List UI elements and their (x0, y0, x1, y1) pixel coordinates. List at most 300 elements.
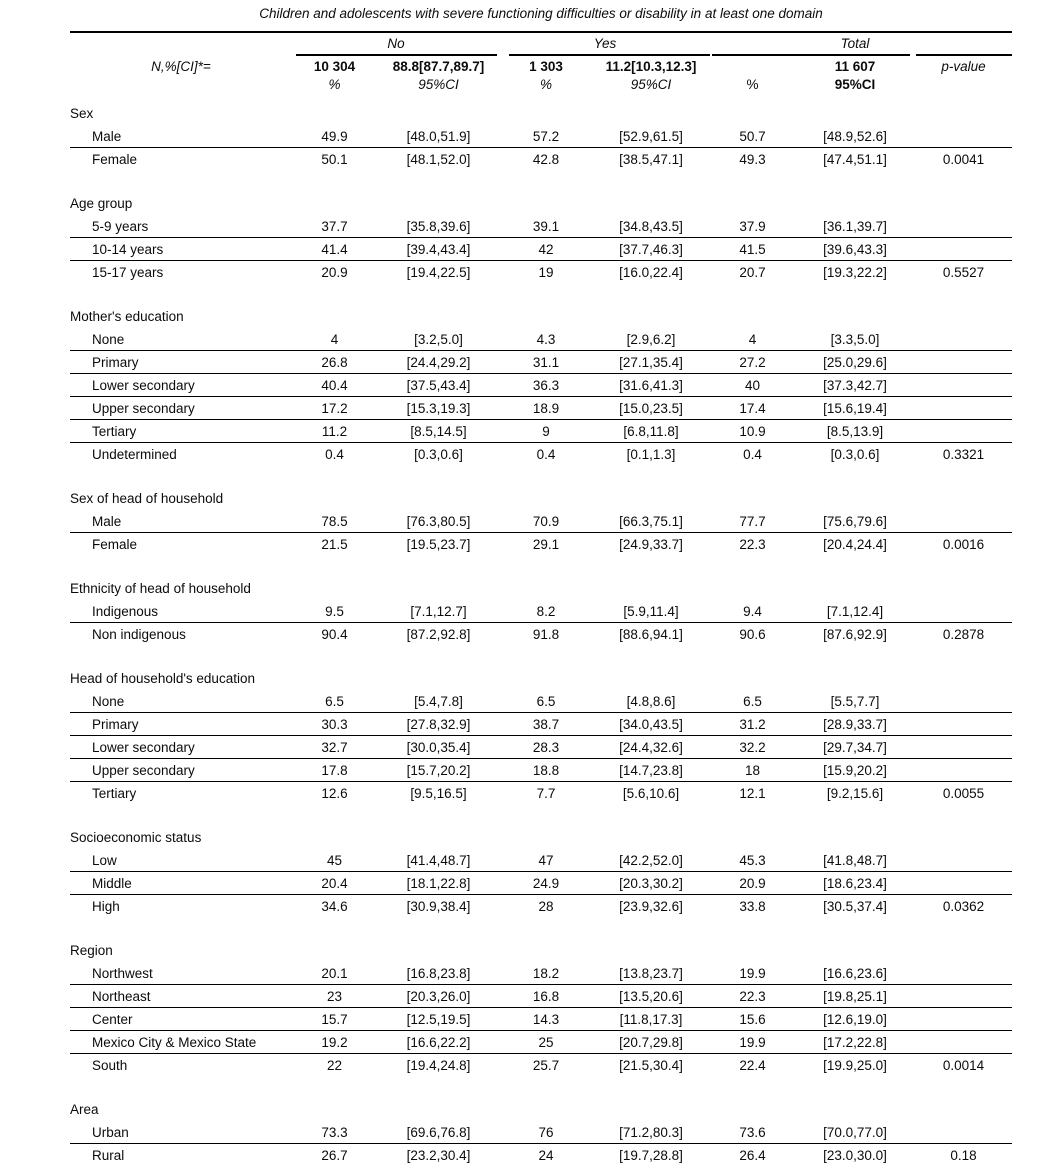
table-row (70, 1144, 1012, 1167)
cell-no-pct: 6.5 (325, 694, 344, 709)
cell-no-ci: [41.4,48.7] (406, 853, 471, 868)
table-row (70, 125, 1012, 148)
cell-yes-pct: 76 (538, 1125, 554, 1140)
section-header: Socioeconomic status (70, 830, 202, 845)
cell-no-pct: 19.2 (321, 1035, 348, 1050)
table-row (70, 443, 1012, 466)
row-label: Middle (92, 876, 132, 891)
row-label: Female (92, 537, 138, 552)
cell-total-pct: 37.9 (739, 219, 766, 234)
table-row (70, 623, 1012, 646)
cell-yes-ci: [42.2,52.0] (619, 853, 683, 868)
cell-yes-ci: [37.7,46.3] (619, 242, 683, 257)
cell-total-pct: 12.1 (739, 786, 766, 801)
cell-yes-pct: 29.1 (532, 537, 560, 552)
cell-yes-ci: [5.6,10.6] (622, 786, 680, 801)
cell-no-pct: 12.6 (321, 786, 348, 801)
cell-no-pct: 26.8 (321, 355, 348, 370)
cell-no-ci: [16.8,23.8] (406, 966, 471, 981)
cell-no-ci: [15.7,20.2] (406, 763, 471, 778)
cell-yes-ci: [71.2,80.3] (619, 1125, 683, 1140)
cell-pvalue (915, 374, 1012, 396)
cell-total-ci: [16.6,23.6] (823, 966, 887, 981)
pct-ci-no: 88.8[87.7,89.7] (392, 59, 485, 74)
pvalue-header: p-value (941, 59, 986, 74)
cell-yes-ci: [16.0,22.4] (619, 265, 683, 280)
cell-no-pct: 15.7 (321, 1012, 348, 1027)
cell-total-ci: [87.6,92.9] (823, 627, 887, 642)
table-section (70, 305, 1012, 466)
row-label: Urban (92, 1125, 129, 1140)
cell-total-ci: [18.6,23.4] (823, 876, 887, 891)
section-header: Head of household's education (70, 671, 255, 686)
row-label: Tertiary (92, 424, 137, 439)
cell-total-pct: 20.7 (739, 265, 766, 280)
cell-no-pct: 17.2 (321, 401, 348, 416)
group-rule-total (712, 54, 910, 56)
row-label: Northeast (92, 989, 151, 1004)
row-label: None (92, 694, 125, 709)
cell-yes-pct: 24 (538, 1148, 554, 1163)
cell-pvalue (915, 985, 1012, 1007)
cell-pvalue (915, 238, 1012, 260)
cell-yes-ci: [34.8,43.5] (619, 219, 683, 234)
table-section (70, 192, 1012, 284)
table-row (70, 351, 1012, 374)
table-row (70, 736, 1012, 759)
cell-yes-pct: 7.7 (536, 786, 556, 801)
row-label: 10-14 years (92, 242, 164, 257)
table-row (70, 1031, 1012, 1054)
table-row (70, 849, 1012, 872)
cell-total-pct: 22.3 (739, 989, 766, 1004)
cell-total-pct: 22.3 (739, 537, 766, 552)
row-label: None (92, 332, 125, 347)
table-title: Children and adolescents with severe functioning difficulties or disability in at least one domain (259, 6, 823, 21)
cell-total-pct: 22.4 (739, 1058, 766, 1073)
cell-yes-pct: 19 (538, 265, 554, 280)
cell-pvalue (915, 420, 1012, 442)
row-label: South (92, 1058, 128, 1073)
cell-yes-pct: 38.7 (532, 717, 560, 732)
pct-ci-yes: 11.2[10.3,12.3] (605, 59, 697, 74)
table-row (70, 261, 1012, 284)
cell-yes-ci: [38.5,47.1] (619, 152, 683, 167)
group-rule-pvalue (916, 54, 1012, 56)
row-label: Northwest (92, 966, 153, 981)
subheader-yes-ci: 95%CI (630, 77, 672, 92)
cell-yes-ci: [2.9,6.2] (626, 332, 676, 347)
cell-yes-ci: [11.8,17.3] (619, 1012, 683, 1027)
cell-total-ci: [70.0,77.0] (823, 1125, 887, 1140)
cell-no-ci: [35.8,39.6] (406, 219, 471, 234)
cell-no-ci: [0.3,0.6] (414, 447, 463, 462)
group-rule-yes (509, 54, 710, 56)
cell-no-pct: 34.6 (321, 899, 348, 914)
table-row (70, 985, 1012, 1008)
cell-total-ci: [39.6,43.3] (823, 242, 887, 257)
cell-total-pct: 45.3 (739, 853, 766, 868)
row-label: Center (92, 1012, 133, 1027)
cell-total-pct: 19.9 (739, 1035, 766, 1050)
row-label: Undetermined (92, 447, 177, 462)
cell-yes-pct: 8.2 (536, 604, 556, 619)
group-header-row (70, 35, 1012, 53)
cell-no-pct: 45 (326, 853, 343, 868)
cell-yes-ci: [13.8,23.7] (619, 966, 683, 981)
row-label: Non indigenous (92, 627, 186, 642)
cell-total-ci: [23.0,30.0] (823, 1148, 887, 1163)
n-yes: 1 303 (529, 59, 563, 74)
cell-no-ci: [30.9,38.4] (406, 899, 471, 914)
cell-no-ci: [39.4,43.4] (406, 242, 471, 257)
cell-yes-ci: [34.0,43.5] (619, 717, 683, 732)
table-row (70, 1008, 1012, 1031)
cell-pvalue (915, 1008, 1012, 1030)
cell-no-pct: 41.4 (321, 242, 348, 257)
cell-pvalue (915, 849, 1012, 871)
cell-yes-pct: 28 (538, 899, 554, 914)
cell-total-pct: 6.5 (743, 694, 762, 709)
table-row (70, 215, 1012, 238)
table-row (70, 872, 1012, 895)
cell-pvalue (915, 215, 1012, 237)
cell-pvalue (915, 328, 1012, 350)
subheader-total-ci: 95%CI (834, 77, 876, 92)
cell-pvalue (915, 397, 1012, 419)
cell-total-pct: 18 (744, 763, 761, 778)
cell-total-ci: [47.4,51.1] (823, 152, 887, 167)
row-label: 5-9 years (92, 219, 149, 234)
cell-total-ci: [48.9,52.6] (823, 129, 887, 144)
n-total: 11 607 (834, 59, 876, 74)
cell-yes-pct: 0.4 (536, 447, 556, 462)
cell-total-pct: 4 (748, 332, 757, 347)
cell-no-pct: 90.4 (321, 627, 348, 642)
cell-yes-pct: 14.3 (532, 1012, 560, 1027)
n-total-pct (710, 58, 795, 76)
cell-no-ci: [87.2,92.8] (406, 627, 471, 642)
cell-no-pct: 32.7 (321, 740, 348, 755)
table-row (70, 328, 1012, 351)
table-body (70, 90, 1012, 1167)
cell-yes-ci: [0.1,1.3] (626, 447, 676, 462)
row-label: Indigenous (92, 604, 159, 619)
cell-no-pct: 78.5 (321, 514, 348, 529)
cell-yes-ci: [52.9,61.5] (619, 129, 683, 144)
cell-no-pct: 37.7 (321, 219, 348, 234)
table-row (70, 782, 1012, 805)
table-row (70, 713, 1012, 736)
cell-total-ci: [5.5,7.7] (830, 694, 880, 709)
cell-total-ci: [15.9,20.2] (823, 763, 887, 778)
table-row (70, 1054, 1012, 1077)
row-label: Primary (92, 355, 139, 370)
table-row (70, 1121, 1012, 1144)
cell-no-pct: 50.1 (321, 152, 348, 167)
cell-pvalue: 0.0014 (942, 1058, 985, 1073)
cell-no-pct: 23 (326, 989, 343, 1004)
cell-yes-pct: 42.8 (532, 152, 560, 167)
subheader-no-pct: % (328, 77, 341, 92)
cell-no-ci: [37.5,43.4] (406, 378, 471, 393)
cell-total-pct: 27.2 (739, 355, 766, 370)
table-row (70, 420, 1012, 443)
section-header: Age group (70, 196, 133, 211)
cell-yes-pct: 25.7 (532, 1058, 560, 1073)
cell-yes-ci: [21.5,30.4] (619, 1058, 683, 1073)
cell-pvalue: 0.0041 (942, 152, 985, 167)
cell-no-ci: [20.3,26.0] (406, 989, 471, 1004)
cell-yes-pct: 28.3 (532, 740, 560, 755)
cell-total-ci: [15.6,19.4] (823, 401, 887, 416)
row-label: Lower secondary (92, 378, 195, 393)
table-section (70, 102, 1012, 171)
table-row (70, 397, 1012, 420)
cell-total-pct: 26.4 (739, 1148, 766, 1163)
cell-yes-pct: 57.2 (532, 129, 560, 144)
cell-yes-ci: [4.8,8.6] (626, 694, 676, 709)
cell-pvalue (915, 510, 1012, 532)
cell-no-pct: 0.4 (325, 447, 344, 462)
subheader-no-ci: 95%CI (418, 77, 459, 92)
group-label-total: Total (840, 36, 870, 51)
cell-pvalue (915, 600, 1012, 622)
cell-no-ci: [8.5,14.5] (410, 424, 467, 439)
row-label: Mexico City & Mexico State (92, 1035, 257, 1050)
cell-yes-pct: 39.1 (532, 219, 560, 234)
cell-yes-ci: [88.6,94.1] (619, 627, 683, 642)
table-row (70, 374, 1012, 397)
group-rule-no (296, 54, 497, 56)
cell-no-ci: [69.6,76.8] (406, 1125, 471, 1140)
cell-yes-ci: [15.0,23.5] (619, 401, 683, 416)
section-header: Mother's education (70, 309, 184, 324)
cell-total-ci: [36.1,39.7] (823, 219, 887, 234)
row-label: Female (92, 152, 138, 167)
row-label: High (92, 899, 120, 914)
table-row (70, 238, 1012, 261)
subheader-yes-pct: % (539, 77, 552, 92)
cell-total-pct: 31.2 (739, 717, 766, 732)
cell-total-ci: [29.7,34.7] (823, 740, 887, 755)
cell-pvalue (915, 125, 1012, 147)
cell-yes-pct: 16.8 (532, 989, 560, 1004)
cell-total-pct: 33.8 (739, 899, 766, 914)
cell-no-pct: 73.3 (321, 1125, 348, 1140)
cell-no-ci: [7.1,12.7] (410, 604, 467, 619)
section-header: Ethnicity of head of household (70, 581, 251, 596)
cell-total-ci: [8.5,13.9] (826, 424, 884, 439)
cell-total-ci: [75.6,79.6] (823, 514, 887, 529)
cell-total-pct: 41.5 (739, 242, 766, 257)
cell-no-ci: [48.0,51.9] (406, 129, 471, 144)
row-label: Upper secondary (92, 763, 195, 778)
table-header (0, 0, 1039, 90)
row-label: Primary (92, 717, 139, 732)
cell-no-ci: [30.0,35.4] (406, 740, 471, 755)
cell-total-pct: 90.6 (739, 627, 766, 642)
table-section (70, 667, 1012, 805)
cell-total-pct: 0.4 (743, 447, 762, 462)
cell-no-pct: 20.1 (321, 966, 348, 981)
cell-no-pct: 20.9 (321, 265, 348, 280)
cell-yes-ci: [27.1,35.4] (619, 355, 683, 370)
cell-yes-ci: [66.3,75.1] (619, 514, 683, 529)
cell-pvalue (915, 713, 1012, 735)
cell-total-pct: 32.2 (739, 740, 766, 755)
cell-yes-pct: 91.8 (532, 627, 560, 642)
cell-no-ci: [3.2,5.0] (414, 332, 463, 347)
cell-yes-pct: 70.9 (532, 514, 560, 529)
row-label: Low (92, 853, 117, 868)
group-label-no: No (387, 36, 405, 51)
cell-pvalue (915, 759, 1012, 781)
section-header: Area (70, 1102, 99, 1117)
cell-no-pct: 26.7 (321, 1148, 348, 1163)
table-row (70, 895, 1012, 918)
cell-yes-ci: [14.7,23.8] (619, 763, 683, 778)
cell-total-ci: [28.9,33.7] (823, 717, 887, 732)
table-row (70, 690, 1012, 713)
cell-yes-pct: 24.9 (532, 876, 560, 891)
cell-total-ci: [41.8,48.7] (823, 853, 887, 868)
subheader-total-pct: % (746, 77, 759, 92)
cell-pvalue: 0.2878 (942, 627, 985, 642)
cell-total-ci: [19.8,25.1] (823, 989, 887, 1004)
cell-yes-pct: 18.9 (532, 401, 560, 416)
cell-total-pct: 17.4 (739, 401, 766, 416)
cell-pvalue (915, 1031, 1012, 1053)
cell-no-ci: [12.5,19.5] (406, 1012, 471, 1027)
cell-yes-pct: 36.3 (532, 378, 560, 393)
table-row (70, 148, 1012, 171)
cell-yes-ci: [23.9,32.6] (619, 899, 683, 914)
cell-total-pct: 9.4 (743, 604, 762, 619)
cell-no-ci: [9.5,16.5] (410, 786, 467, 801)
cell-total-pct: 40 (744, 378, 761, 393)
table-section (70, 826, 1012, 918)
cell-yes-pct: 25 (538, 1035, 554, 1050)
header-top-rule (70, 31, 1012, 33)
row-label: Tertiary (92, 786, 137, 801)
cell-no-pct: 22 (326, 1058, 343, 1073)
cell-total-pct: 15.6 (739, 1012, 766, 1027)
cell-yes-pct: 6.5 (536, 694, 556, 709)
cell-yes-ci: [20.3,30.2] (619, 876, 683, 891)
cell-pvalue (915, 1121, 1012, 1143)
cell-total-ci: [9.2,15.6] (826, 786, 884, 801)
cell-total-ci: [17.2,22.8] (823, 1035, 887, 1050)
cell-total-ci: [25.0,29.6] (823, 355, 887, 370)
cell-yes-pct: 47 (538, 853, 554, 868)
section-header: Region (70, 943, 113, 958)
cell-yes-ci: [31.6,41.3] (619, 378, 683, 393)
table-row (70, 962, 1012, 985)
cell-total-ci: [37.3,42.7] (823, 378, 887, 393)
cell-pvalue (915, 351, 1012, 373)
n-row-label: N,%[CI]*= (151, 59, 211, 74)
n-summary-row (70, 58, 1012, 76)
cell-total-pct: 73.6 (739, 1125, 766, 1140)
row-label: Male (92, 514, 122, 529)
cell-total-ci: [3.3,5.0] (830, 332, 880, 347)
cell-total-ci: [7.1,12.4] (826, 604, 884, 619)
table-section (70, 487, 1012, 556)
cell-total-ci: [20.4,24.4] (823, 537, 887, 552)
cell-no-pct: 49.9 (321, 129, 348, 144)
cell-yes-ci: [19.7,28.8] (619, 1148, 683, 1163)
cell-no-ci: [23.2,30.4] (406, 1148, 471, 1163)
cell-yes-pct: 18.2 (532, 966, 560, 981)
cell-yes-pct: 9 (542, 424, 550, 439)
cell-pvalue: 0.0055 (942, 786, 985, 801)
cell-total-ci: [0.3,0.6] (830, 447, 880, 462)
section-header: Sex of head of household (70, 491, 224, 506)
cell-pvalue: 0.0016 (942, 537, 985, 552)
cell-no-pct: 9.5 (325, 604, 344, 619)
cell-no-ci: [48.1,52.0] (406, 152, 471, 167)
row-label: 15-17 years (92, 265, 164, 280)
cell-no-ci: [19.4,24.8] (406, 1058, 471, 1073)
cell-pvalue (915, 872, 1012, 894)
cell-total-ci: [19.3,22.2] (823, 265, 887, 280)
row-label: Lower secondary (92, 740, 195, 755)
table-row (70, 759, 1012, 782)
n-no: 10 304 (313, 59, 356, 74)
cell-yes-ci: [20.7,29.8] (619, 1035, 683, 1050)
cell-no-pct: 11.2 (321, 424, 348, 439)
cell-pvalue: 0.0362 (942, 899, 985, 914)
cell-no-pct: 17.8 (321, 763, 348, 778)
cell-yes-pct: 18.8 (532, 763, 560, 778)
cell-no-ci: [15.3,19.3] (406, 401, 471, 416)
cell-yes-pct: 42 (538, 242, 554, 257)
cell-pvalue: 0.3321 (942, 447, 985, 462)
cell-no-pct: 21.5 (321, 537, 348, 552)
cell-yes-ci: [24.9,33.7] (619, 537, 683, 552)
cell-pvalue (915, 690, 1012, 712)
cell-yes-ci: [5.9,11.4] (623, 604, 679, 619)
cell-yes-pct: 31.1 (532, 355, 560, 370)
group-label-yes: Yes (593, 36, 617, 51)
cell-pvalue: 0.5527 (942, 265, 985, 280)
table-section (70, 577, 1012, 646)
cell-total-pct: 49.3 (739, 152, 766, 167)
table-row (70, 600, 1012, 623)
cell-no-ci: [27.8,32.9] (406, 717, 471, 732)
cell-no-pct: 20.4 (321, 876, 348, 891)
cell-total-pct: 10.9 (739, 424, 766, 439)
row-label: Upper secondary (92, 401, 195, 416)
table-section (70, 1098, 1012, 1167)
cell-no-ci: [16.6,22.2] (406, 1035, 471, 1050)
cell-yes-pct: 4.3 (536, 332, 556, 347)
cell-total-pct: 77.7 (739, 514, 766, 529)
cell-pvalue (915, 962, 1012, 984)
cell-no-pct: 30.3 (321, 717, 348, 732)
section-header: Sex (70, 106, 94, 121)
cell-yes-ci: [24.4,32.6] (619, 740, 683, 755)
cell-no-ci: [76.3,80.5] (406, 514, 471, 529)
cell-no-ci: [19.5,23.7] (406, 537, 471, 552)
cell-total-pct: 19.9 (739, 966, 766, 981)
cell-total-pct: 20.9 (739, 876, 766, 891)
cell-no-pct: 40.4 (321, 378, 348, 393)
cell-total-ci: [19.9,25.0] (823, 1058, 887, 1073)
cell-total-ci: [12.6,19.0] (823, 1012, 887, 1027)
cell-no-ci: [18.1,22.8] (406, 876, 471, 891)
